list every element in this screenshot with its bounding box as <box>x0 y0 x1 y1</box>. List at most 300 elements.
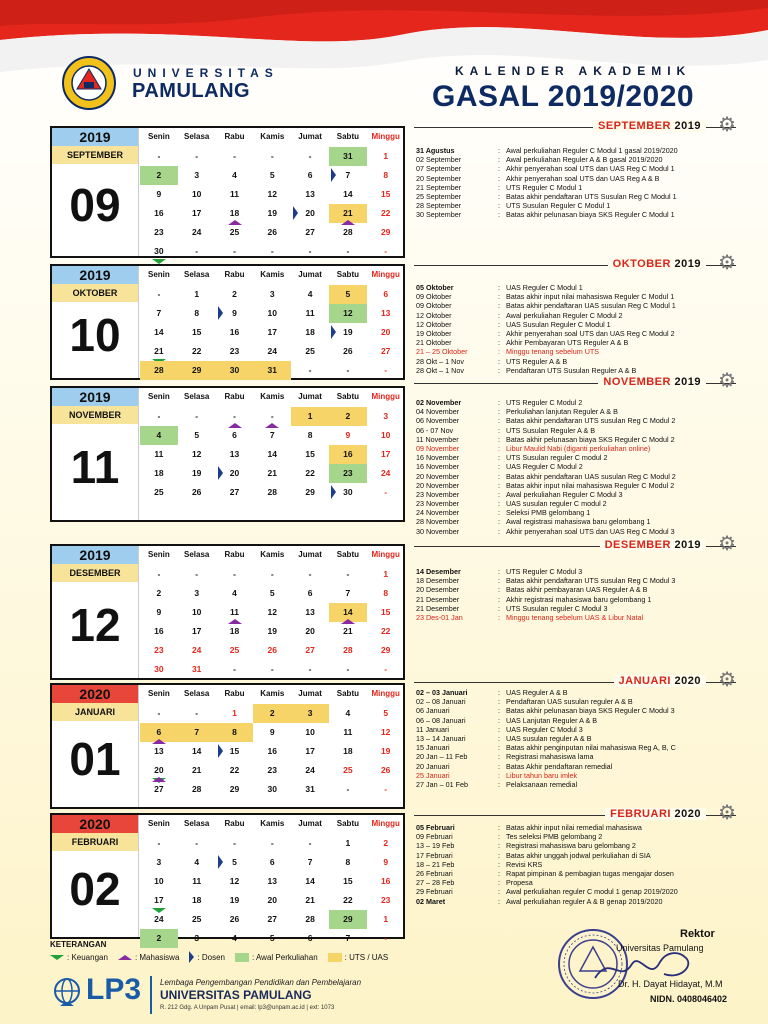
calendar-day-cell: - <box>195 151 199 161</box>
calendar-day-cell: 16 <box>154 208 164 218</box>
event-description: Batas akhir pendaftaran UTS susulan Reg C Modul 3 <box>506 576 676 586</box>
calendar-week-row <box>140 147 405 166</box>
event-description: Pendaftaran UAS susulan reguler A & B <box>506 697 633 707</box>
event-row <box>416 435 736 444</box>
calendar-day-cell: - <box>308 838 312 848</box>
event-separator: : <box>498 603 500 613</box>
calendar-day-cell: 10 <box>305 727 315 737</box>
event-description: Pelaksanaan remedial <box>506 779 578 789</box>
event-date: 29 Februari <box>416 887 453 897</box>
event-description: Awal perkuliahan reguler C modul 1 genap 2019/2020 <box>506 887 678 897</box>
event-month-name: OKTOBER <box>612 258 671 270</box>
calendar-day-cell: 20 <box>380 327 391 337</box>
event-separator: : <box>498 697 500 707</box>
calendar-year: 2019 <box>52 266 138 284</box>
event-date: 06 Januari <box>416 706 450 716</box>
event-date: 18 – 21 Feb <box>416 859 455 869</box>
calendar-week-row <box>140 242 405 261</box>
weekday-label: Rabu <box>224 270 245 279</box>
calendar-day-cell: 2 <box>140 929 178 948</box>
event-row <box>416 585 736 594</box>
calendar-month-name: DESEMBER <box>52 564 138 582</box>
event-separator: : <box>498 434 500 444</box>
calendar-week-row <box>140 834 405 853</box>
calendar-day-cell: 8 <box>345 857 351 867</box>
calendar-day-cell: 30 <box>154 664 164 674</box>
event-month-year: 2019 <box>674 258 701 270</box>
calendar-day-cell: 8 <box>383 588 389 598</box>
event-date: 19 Oktober <box>416 328 452 338</box>
weekday-header <box>140 685 405 704</box>
calendar-day-cell: 19 <box>229 895 240 905</box>
calendar-day-cell: 28 <box>329 223 367 242</box>
calendar-day-cell: 20 <box>216 464 254 483</box>
calendar-month-name: FEBRUARI <box>52 833 138 851</box>
weekday-label: Sabtu <box>336 392 359 401</box>
calendar-day-cell: 20 <box>305 626 315 636</box>
calendar-week-row <box>140 723 405 742</box>
calendar-day-cell: 7 <box>345 933 351 943</box>
event-date: 25 Januari <box>416 770 450 780</box>
event-separator: : <box>498 164 500 174</box>
event-date: 16 November <box>416 462 460 472</box>
event-row <box>416 164 736 173</box>
calendar-day-cell: 16 <box>229 327 240 337</box>
event-row <box>416 762 736 771</box>
calendar-week-row <box>140 704 405 723</box>
calendar-day-cell: 12 <box>329 304 367 323</box>
event-separator: : <box>498 594 500 604</box>
legend-mahasiswa: : Mahasiswa <box>118 953 179 962</box>
calendar-day-cell: 1 <box>383 151 389 161</box>
calendar-day-cell: 22 <box>343 895 353 905</box>
weekday-label: Minggu <box>371 550 400 559</box>
calendar-day-cell: 3 <box>269 289 275 299</box>
event-row <box>416 697 736 706</box>
calendar-month-number: 10 <box>69 309 121 361</box>
green-swatch-icon <box>235 953 249 962</box>
calendar-week-row <box>140 872 405 891</box>
calendar-day-cell: 25 <box>343 765 353 775</box>
event-description: Batas akhir penginputan nilai mahasiswa Reg A, B, C <box>506 743 676 753</box>
event-row <box>416 706 736 715</box>
calendar-day-cell: 12 <box>191 449 202 459</box>
event-date: 09 Oktober <box>416 292 452 302</box>
weekday-label: Sabtu <box>336 550 359 559</box>
event-date: 25 September <box>416 191 462 201</box>
event-date: 28 Okt – 1 Nov <box>416 356 464 366</box>
calendar-week-row <box>140 166 405 185</box>
calendar-day-cell: 22 <box>380 208 391 218</box>
calendar-month-number: 02 <box>69 863 121 915</box>
event-description: Libur tahun baru imlek <box>506 770 578 780</box>
calendar-day-cell: 3 <box>291 704 329 723</box>
event-row <box>416 462 736 471</box>
calendar-year: 2020 <box>52 815 138 833</box>
calendar-day-cell: 19 <box>191 468 202 478</box>
event-month-year: 2019 <box>674 376 701 388</box>
calendar-day-cell: 2 <box>140 166 178 185</box>
calendar-day-cell: - <box>270 569 274 579</box>
event-separator: : <box>498 210 500 220</box>
calendar-day-cell: 24 <box>380 468 391 478</box>
event-row <box>416 453 736 462</box>
calendar-day-cell: 4 <box>307 289 313 299</box>
calendar-day-cell: 28 <box>267 487 278 497</box>
event-month-year: 2019 <box>674 539 701 551</box>
calendar-day-cell: - <box>270 151 274 161</box>
blue-flag-icon <box>189 951 194 963</box>
event-month-label <box>593 120 706 132</box>
event-date: 21 Oktober <box>416 338 452 348</box>
weekday-label: Kamis <box>260 270 285 279</box>
calendar-day-cell: 26 <box>380 765 391 775</box>
calendar-day-cell: 13 <box>267 876 278 886</box>
calendar-day-cell: 14 <box>154 327 164 337</box>
calendar-month-name: JANUARI <box>52 703 138 721</box>
event-date: 21 Desember <box>416 603 460 613</box>
calendar-day-cell: - <box>233 569 236 579</box>
weekday-header <box>140 546 405 565</box>
calendar-grid <box>140 685 405 799</box>
event-description: UTS Reguler C Modul 2 <box>506 398 583 407</box>
event-separator: : <box>498 489 500 499</box>
calendar-day-cell: - <box>270 664 274 674</box>
calendar-day-cell: - <box>157 708 161 718</box>
calendar-day-cell: - <box>157 151 161 161</box>
calendar-day-cell: - <box>233 411 236 421</box>
calendar-day-cell: 11 <box>154 449 164 459</box>
event-description: UAS susulan reguler A & B <box>506 733 592 743</box>
calendar-day-cell: 8 <box>383 170 389 180</box>
calendar-day-cell: 6 <box>307 933 313 943</box>
event-row <box>416 329 736 338</box>
event-row <box>416 887 736 896</box>
event-row <box>416 771 736 780</box>
event-description: UTS Susulan reguler C modul 2 <box>506 453 608 463</box>
event-separator: : <box>498 499 500 509</box>
calendar-day-cell: 9 <box>269 727 275 737</box>
calendar-day-cell: - <box>308 246 312 256</box>
calendar-day-cell: 2 <box>232 289 237 299</box>
calendar-day-cell: 6 <box>383 289 389 299</box>
event-date: 14 Desember <box>416 567 461 576</box>
calendar-day-cell: - <box>157 569 161 579</box>
calendar-day-cell: 29 <box>380 227 391 237</box>
calendar-day-cell: 10 <box>380 430 391 440</box>
calendar-week-row <box>140 223 405 242</box>
event-list <box>416 398 736 536</box>
event-date: 16 November <box>416 453 460 463</box>
event-date: 13 – 14 Januari <box>416 733 466 743</box>
weekday-header <box>140 815 405 834</box>
calendar-week-row <box>140 660 405 679</box>
yellow-swatch-icon <box>328 953 342 962</box>
event-row <box>416 752 736 761</box>
calendar-subtitle: KALENDER AKADEMIK <box>455 64 692 78</box>
legend-dosen: : Dosen <box>189 951 225 963</box>
calendar-day-cell: 25 <box>191 914 202 924</box>
calendar-day-cell: 20 <box>291 204 329 223</box>
event-month-name: JANUARI <box>618 675 671 687</box>
event-description: Batas akhir pelunasan biaya SKS Reguler C Modul 2 <box>506 434 675 444</box>
weekday-label: Sabtu <box>336 819 359 828</box>
calendar-day-cell: 10 <box>191 189 202 199</box>
event-separator: : <box>498 576 500 586</box>
weekday-label: Minggu <box>371 270 400 279</box>
calendar-day-cell: 17 <box>140 891 178 910</box>
weekday-label: Sabtu <box>336 132 359 141</box>
event-date: 02 – 03 Januari <box>416 688 468 697</box>
event-date: 20 Desember <box>416 585 460 595</box>
calendar-day-cell: 3 <box>194 933 200 943</box>
weekday-label: Jumat <box>298 270 322 279</box>
gear-icon: ⚙ <box>718 252 736 274</box>
weekday-label: Jumat <box>298 392 322 401</box>
weekday-label: Minggu <box>371 132 400 141</box>
footer-institute: Lembaga Pengembangan Pendidikan dan Pembelajaran <box>160 978 362 987</box>
event-month-year: 2019 <box>674 120 701 132</box>
calendar-day-cell: 27 <box>305 227 315 237</box>
event-row <box>416 734 736 743</box>
calendar-day-cell: 3 <box>383 411 389 421</box>
event-date: 23 November <box>416 489 460 499</box>
event-description: UTS Reguler C Modul 1 <box>506 182 583 192</box>
weekday-label: Kamis <box>260 689 285 698</box>
event-date: 11 November <box>416 434 459 444</box>
calendar-day-cell: 21 <box>140 342 178 361</box>
event-description: Tes seleksi PMB gelombang 2 <box>506 832 603 842</box>
calendar-month-number: 01 <box>69 733 121 785</box>
calendar-day-cell: 13 <box>305 189 315 199</box>
calendar-day-cell: 15 <box>380 189 391 199</box>
calendar-day-cell: - <box>233 838 236 848</box>
weekday-label: Rabu <box>224 392 245 401</box>
calendar-day-cell: - <box>270 246 274 256</box>
event-separator: : <box>498 182 500 192</box>
calendar-day-cell: 4 <box>345 708 351 718</box>
calendar-day-cell: 3 <box>156 857 162 867</box>
calendar-day-cell: 31 <box>253 361 291 380</box>
event-month-label <box>608 258 706 270</box>
event-row <box>416 201 736 210</box>
event-month-header <box>414 114 736 136</box>
month-calendar-september <box>50 126 405 258</box>
calendar-day-cell: 1 <box>383 914 389 924</box>
month-calendar-oktober <box>50 264 405 380</box>
event-description: Batas akhir input nilai mahasiswa Reguler C Modul 2 <box>506 480 675 490</box>
event-description: UAS Susulan Reguler C Modul 1 <box>506 319 611 329</box>
event-month-header <box>414 669 736 691</box>
weekday-label: Jumat <box>298 819 322 828</box>
event-row <box>416 338 736 347</box>
calendar-day-cell: 28 <box>343 645 353 655</box>
calendar-day-cell: 7 <box>253 426 291 445</box>
calendar-day-cell: 31 <box>329 147 367 166</box>
event-date: 11 Januari <box>416 724 450 734</box>
calendar-day-cell: 22 <box>380 626 391 636</box>
event-description: UAS Reguler C Modul 2 <box>506 462 583 472</box>
university-name: PAMULANG <box>132 80 251 102</box>
calendar-day-cell: 5 <box>194 430 200 440</box>
calendar-day-cell: 29 <box>229 784 240 794</box>
event-separator: : <box>498 887 500 897</box>
calendar-week-row <box>140 641 405 660</box>
calendar-day-cell: 18 <box>229 208 240 218</box>
event-date: 02 Maret <box>416 896 446 906</box>
calendar-grid <box>140 546 405 679</box>
calendar-day-cell: 13 <box>305 607 315 617</box>
calendar-day-cell: - <box>384 933 388 943</box>
calendar-day-cell: 18 <box>343 746 353 756</box>
event-row <box>416 897 736 906</box>
event-separator: : <box>498 292 500 302</box>
weekday-header <box>140 128 405 147</box>
calendar-week-row <box>140 426 405 445</box>
event-separator: : <box>498 328 500 338</box>
event-row <box>416 192 736 201</box>
calendar-day-cell: 15 <box>305 449 315 459</box>
calendar-day-cell: 27 <box>140 780 178 799</box>
calendar-day-cell: 9 <box>345 430 351 440</box>
event-row <box>416 357 736 366</box>
calendar-week-row <box>140 891 405 910</box>
event-list <box>416 567 736 622</box>
calendar-day-cell: 29 <box>305 487 315 497</box>
calendar-day-cell: - <box>195 569 199 579</box>
event-description: UAS Lanjutan Reguler A & B <box>506 715 598 725</box>
calendar-day-cell: 6 <box>307 588 313 598</box>
calendar-day-cell: 12 <box>267 189 278 199</box>
calendar-day-cell: 30 <box>267 784 278 794</box>
calendar-day-cell: 18 <box>305 327 315 337</box>
weekday-label: Senin <box>148 819 170 828</box>
calendar-day-cell: 1 <box>232 708 237 718</box>
event-description: Awal registrasi mahasiswa baru gelombang 1 <box>506 517 651 527</box>
calendar-day-cell: - <box>308 151 312 161</box>
calendar-day-cell: 20 <box>140 761 178 780</box>
gear-icon: ⚙ <box>718 802 736 824</box>
event-date: 31 Agustus <box>416 146 455 155</box>
calendar-day-cell: 26 <box>229 914 240 924</box>
event-separator: : <box>498 868 500 878</box>
weekday-label: Minggu <box>371 392 400 401</box>
event-separator: : <box>498 283 500 292</box>
event-row <box>416 567 736 576</box>
calendar-day-cell: - <box>346 784 350 794</box>
calendar-day-cell: 18 <box>216 622 254 641</box>
calendar-day-cell: 15 <box>343 876 353 886</box>
event-row <box>416 716 736 725</box>
event-row <box>416 823 736 832</box>
legend <box>50 940 410 963</box>
event-description: UAS susulan reguler C modul 2 <box>506 499 607 509</box>
event-description: Awal perkuliahan Reguler C Modul 2 <box>506 310 623 320</box>
calendar-day-cell: 23 <box>267 765 278 775</box>
calendar-day-cell: 30 <box>329 483 367 502</box>
event-month-year: 2020 <box>674 808 701 820</box>
event-row <box>416 407 736 416</box>
calendar-day-cell: 12 <box>229 876 240 886</box>
event-separator: : <box>498 462 500 472</box>
calendar-day-cell: 5 <box>269 933 275 943</box>
weekday-label: Selasa <box>184 819 210 828</box>
event-description: Awal perkuliahan Reguler C Modul 1 gasal 2019/2020 <box>506 146 678 155</box>
calendar-day-cell: - <box>346 246 350 256</box>
event-separator: : <box>498 688 500 697</box>
event-description: Batas akhir pelunasan biaya SKS Reguler C Modul 1 <box>506 210 675 220</box>
event-date: 15 Januari <box>416 743 450 753</box>
event-description: UTS Reguler A & B <box>506 356 568 366</box>
calendar-day-cell: 6 <box>140 723 178 742</box>
calendar-day-cell: 27 <box>305 645 315 655</box>
event-row <box>416 283 736 292</box>
event-separator: : <box>498 407 500 417</box>
event-separator: : <box>498 612 500 622</box>
calendar-week-row <box>140 584 405 603</box>
calendar-week-row <box>140 361 405 380</box>
event-description: Batas akhir input nilai remedial mahasiswa <box>506 823 642 832</box>
event-separator: : <box>498 471 500 481</box>
event-separator: : <box>498 508 500 518</box>
event-date: 24 November <box>416 508 460 518</box>
event-month-label <box>614 675 706 687</box>
calendar-day-cell: 7 <box>345 588 351 598</box>
event-row <box>416 851 736 860</box>
event-list <box>416 146 736 220</box>
calendar-day-cell: 21 <box>329 622 367 641</box>
gear-icon: ⚙ <box>718 669 736 691</box>
calendar-day-cell: 6 <box>216 426 254 445</box>
event-month-label <box>600 539 706 551</box>
calendar-day-cell: 9 <box>156 607 162 617</box>
calendar-day-cell: 4 <box>232 588 237 598</box>
calendar-day-cell: 3 <box>194 170 200 180</box>
calendar-day-cell: 8 <box>194 308 200 318</box>
university-logo <box>62 56 116 110</box>
green-triangle-icon <box>50 955 64 960</box>
calendar-day-cell: 26 <box>267 227 278 237</box>
event-description: UTS Reguler C Modul 3 <box>506 567 583 576</box>
event-month-name: NOVEMBER <box>603 376 671 388</box>
calendar-day-cell: 22 <box>229 765 240 775</box>
event-separator: : <box>498 365 500 375</box>
calendar-day-cell: 13 <box>380 308 391 318</box>
event-separator: : <box>498 191 500 201</box>
calendar-divider <box>138 266 139 378</box>
event-date: 09 Oktober <box>416 301 452 311</box>
calendar-day-cell: 23 <box>380 895 391 905</box>
calendar-grid <box>140 266 405 380</box>
event-date: 27 – 28 Feb <box>416 878 455 888</box>
calendar-day-cell: - <box>384 784 388 794</box>
event-list <box>416 688 736 789</box>
calendar-week-row <box>140 323 405 342</box>
weekday-label: Selasa <box>184 132 210 141</box>
event-separator: : <box>498 201 500 211</box>
calendar-day-cell: 5 <box>383 708 389 718</box>
event-list <box>416 283 736 375</box>
calendar-day-cell: 9 <box>383 857 389 867</box>
weekday-header <box>140 388 405 407</box>
calendar-day-cell: 25 <box>154 487 164 497</box>
weekday-label: Kamis <box>260 132 285 141</box>
calendar-day-cell: 18 <box>191 895 202 905</box>
event-date: 20 Jan – 11 Feb <box>416 752 468 762</box>
event-date: 05 Oktober <box>416 283 454 292</box>
calendar-day-cell: 5 <box>269 170 275 180</box>
calendar-divider <box>138 815 139 937</box>
